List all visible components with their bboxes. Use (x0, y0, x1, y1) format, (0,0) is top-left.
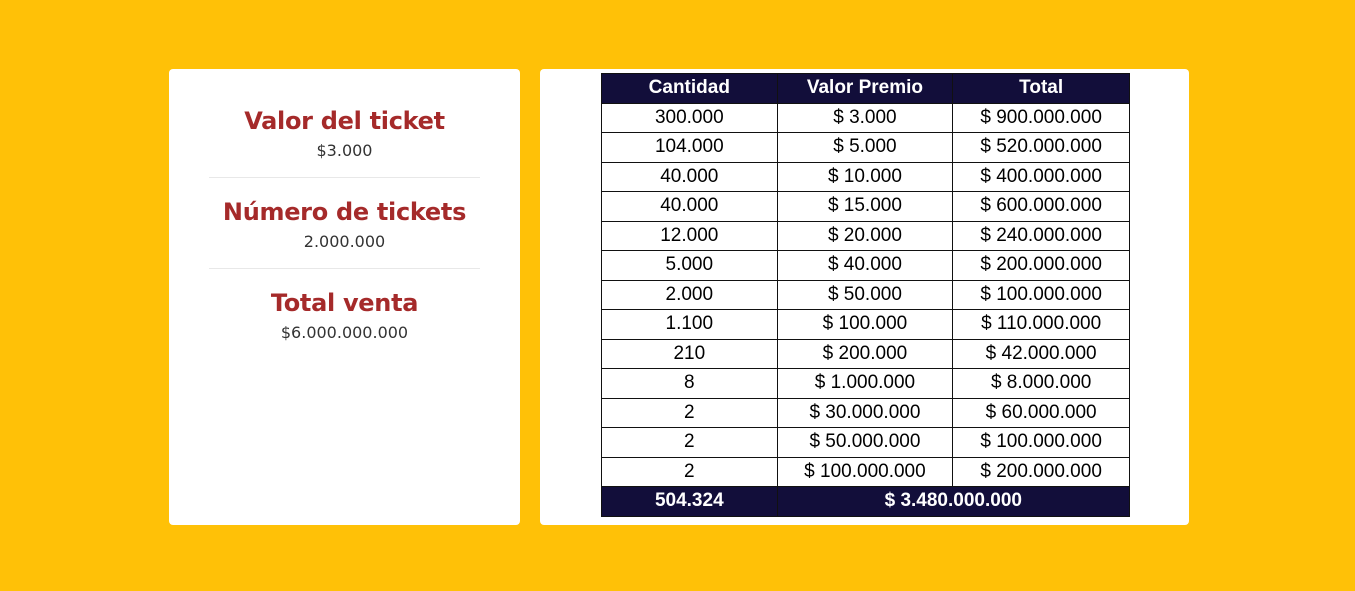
cell-prize-value: $ 30.000.000 (777, 398, 953, 428)
cell-quantity: 210 (602, 339, 778, 369)
cell-quantity: 104.000 (602, 133, 778, 163)
ticket-value: $3.000 (316, 141, 373, 160)
total-sales-block (209, 287, 480, 343)
cell-prize-value: $ 200.000 (777, 339, 953, 369)
ticket-value-block (209, 69, 480, 161)
cell-prize-value: $ 15.000 (777, 192, 953, 222)
cell-quantity: 2.000 (602, 280, 778, 310)
table-row (602, 133, 1130, 163)
prize-table (601, 73, 1130, 517)
cell-total: $ 8.000.000 (953, 369, 1130, 399)
cell-prize-value: $ 5.000 (777, 133, 953, 163)
cell-quantity: 8 (602, 369, 778, 399)
ticket-count-block (209, 196, 480, 252)
table-row (602, 192, 1130, 222)
table-footer-row (602, 487, 1130, 517)
ticket-value-title: Valor del ticket (244, 107, 445, 135)
summary-card (169, 69, 520, 525)
table-row (602, 398, 1130, 428)
column-header-quantity: Cantidad (602, 74, 778, 104)
cell-quantity: 40.000 (602, 192, 778, 222)
table-header-row (602, 74, 1130, 104)
divider (209, 177, 480, 178)
cell-total: $ 100.000.000 (953, 428, 1130, 458)
cell-quantity: 2 (602, 428, 778, 458)
table-row (602, 369, 1130, 399)
total-sales-title: Total venta (270, 289, 419, 317)
divider (209, 268, 480, 269)
cell-prize-value: $ 50.000 (777, 280, 953, 310)
table-row (602, 457, 1130, 487)
total-sales: $6.000.000.000 (280, 323, 409, 342)
ticket-count: 2.000.000 (303, 232, 386, 251)
cell-prize-value: $ 100.000.000 (777, 457, 953, 487)
cell-prize-value: $ 20.000 (777, 221, 953, 251)
table-row (602, 310, 1130, 340)
cell-total: $ 240.000.000 (953, 221, 1130, 251)
table-row (602, 339, 1130, 369)
cell-total: $ 100.000.000 (953, 280, 1130, 310)
cell-total: $ 200.000.000 (953, 457, 1130, 487)
cell-prize-value: $ 10.000 (777, 162, 953, 192)
cell-prize-value: $ 50.000.000 (777, 428, 953, 458)
cell-total: $ 520.000.000 (953, 133, 1130, 163)
cell-total: $ 110.000.000 (953, 310, 1130, 340)
prize-table-card (540, 69, 1189, 525)
cell-total: $ 42.000.000 (953, 339, 1130, 369)
total-quantity: 504.324 (602, 487, 778, 517)
cell-quantity: 40.000 (602, 162, 778, 192)
cell-prize-value: $ 1.000.000 (777, 369, 953, 399)
cell-total: $ 200.000.000 (953, 251, 1130, 281)
cell-quantity: 300.000 (602, 103, 778, 133)
total-amount: $ 3.480.000.000 (777, 487, 1129, 517)
table-row (602, 162, 1130, 192)
column-header-prize-value: Valor Premio (777, 74, 953, 104)
table-row (602, 428, 1130, 458)
cell-total: $ 900.000.000 (953, 103, 1130, 133)
cell-quantity: 1.100 (602, 310, 778, 340)
cell-prize-value: $ 40.000 (777, 251, 953, 281)
table-row (602, 280, 1130, 310)
table-row (602, 251, 1130, 281)
cell-total: $ 600.000.000 (953, 192, 1130, 222)
column-header-total: Total (953, 74, 1130, 104)
cell-quantity: 2 (602, 457, 778, 487)
cell-prize-value: $ 3.000 (777, 103, 953, 133)
cell-total: $ 60.000.000 (953, 398, 1130, 428)
cell-quantity: 12.000 (602, 221, 778, 251)
cell-total: $ 400.000.000 (953, 162, 1130, 192)
cell-quantity: 5.000 (602, 251, 778, 281)
table-row (602, 221, 1130, 251)
cell-quantity: 2 (602, 398, 778, 428)
table-row (602, 103, 1130, 133)
cell-prize-value: $ 100.000 (777, 310, 953, 340)
ticket-count-title: Número de tickets (222, 198, 467, 226)
